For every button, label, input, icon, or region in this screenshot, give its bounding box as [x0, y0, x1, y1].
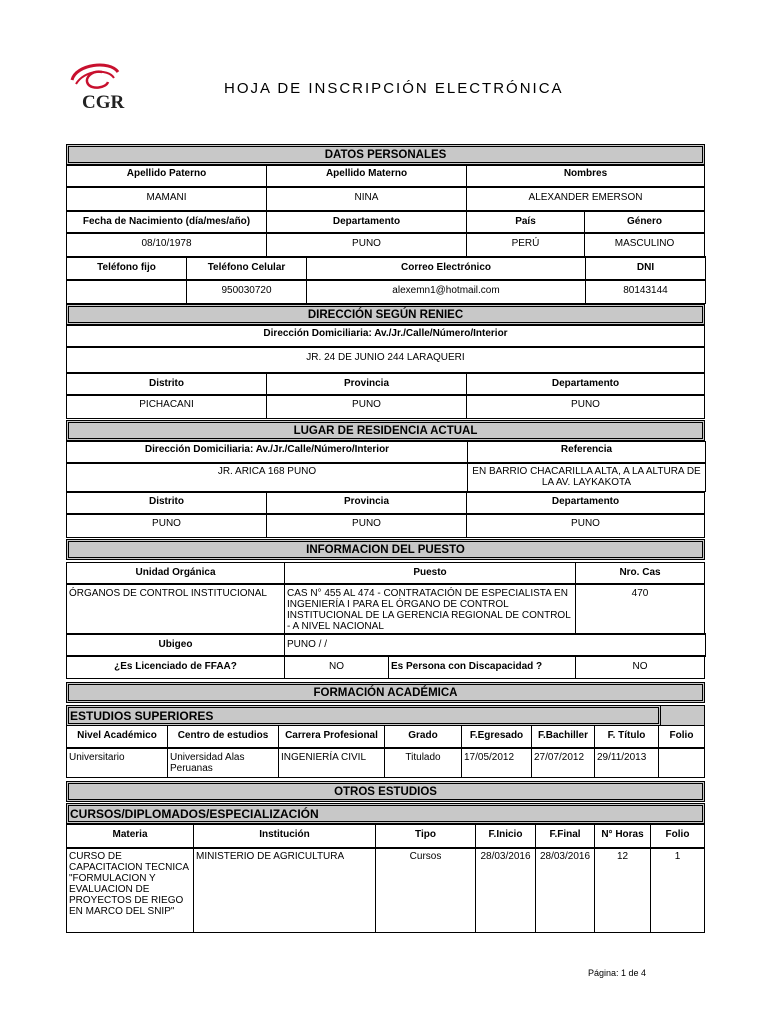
formacion-value-row [66, 747, 705, 777]
f-inicio-value: 28/03/2016 [475, 847, 536, 933]
telefono-celular-label: Teléfono Celular [186, 256, 307, 281]
departamento-value: PUNO [266, 232, 467, 258]
section-puesto-header: INFORMACION DEL PUESTO [66, 539, 705, 560]
section-residencia-header: LUGAR DE RESIDENCIA ACTUAL [66, 420, 705, 441]
departamento-label: Departamento [266, 210, 467, 234]
estudios-superiores-header: ESTUDIOS SUPERIORES [66, 705, 661, 726]
residencia-departamento-value: PUNO [466, 513, 705, 538]
reniec-departamento-value: PUNO [466, 394, 705, 419]
residencia-distrito-value: PUNO [66, 513, 267, 538]
correo-value: alexemn1@hotmail.com [306, 279, 586, 304]
f-final-label: F.Final [535, 824, 595, 849]
section-reniec-header: DIRECCIÓN SEGÚN RENIEC [66, 304, 705, 325]
apellido-materno-value: NINA [266, 186, 467, 212]
puesto-value: CAS N° 455 AL 474 - CONTRATACIÓN DE ESPECIALISTA EN INGENIERÍA I PARA EL ÓRGANO DE CONTROL INSTITUCIONAL DE LA GERENCIA REGIONAL DE CONTROL - A NIVEL NACIONAL [284, 583, 576, 635]
fecha-nacimiento-label: Fecha de Nacimiento (día/mes/año) [66, 210, 267, 234]
residencia-provincia-value: PUNO [266, 513, 467, 538]
centro-estudios-label: Centro de estudios [167, 725, 279, 749]
discapacidad-value: NO [575, 655, 705, 679]
header-filler [660, 705, 705, 726]
centro-estudios-value: Universidad Alas Peruanas [167, 747, 279, 778]
horas-label: N° Horas [594, 824, 651, 849]
dni-label: DNI [585, 256, 706, 281]
pais-value: PERÚ [466, 232, 585, 258]
section-personal-header: DATOS PERSONALES [66, 144, 705, 165]
page-number: Página: 1 de 4 [588, 968, 647, 978]
unidad-organica-label: Unidad Orgánica [66, 562, 285, 585]
nombres-value: ALEXANDER EMERSON [466, 186, 705, 212]
carrera-label: Carrera Profesional [278, 725, 385, 749]
materia-value: CURSO DE CAPACITACION TECNICA "FORMULACION Y EVALUACION DE PROYECTOS DE RIEGO EN MARCO DEL SNIP" [66, 847, 194, 933]
reniec-addr-label-row [66, 325, 705, 347]
ubigeo-value: PUNO / / [284, 633, 706, 657]
ubigeo-row [66, 633, 705, 656]
residencia-address-label: Dirección Domiciliaria: Av./Jr./Calle/Número/Interior [66, 441, 468, 464]
folio-label: Folio [658, 725, 705, 749]
puesto-label: Puesto [284, 562, 576, 585]
puesto-value-row [66, 583, 705, 634]
folio-value [658, 747, 705, 778]
estudios-superiores-header-end [660, 705, 705, 726]
residencia-row-2-header [66, 492, 705, 514]
residencia-provincia-label: Provincia [266, 492, 467, 515]
reniec-address-label: Dirección Domiciliaria: Av./Jr./Calle/Número/Interior [66, 325, 705, 348]
reniec-location-header [66, 373, 705, 395]
ffaa-label: ¿Es Licenciado de FFAA? [66, 655, 285, 679]
page-title: HOJA DE INSCRIPCIÓN ELECTRÓNICA [224, 80, 564, 97]
personal-row-3-header [66, 256, 705, 280]
f-egresado-value: 17/05/2012 [461, 747, 532, 778]
cursos-header: CURSOS/DIPLOMADOS/ESPECIALIZACIÓN [66, 803, 705, 824]
personal-row-1-header [66, 165, 705, 187]
reniec-addr-value-row [66, 346, 705, 372]
residencia-distrito-label: Distrito [66, 492, 267, 515]
fecha-nacimiento-value: 08/10/1978 [66, 232, 267, 258]
formacion-header-row [66, 725, 705, 748]
personal-row-2-header [66, 210, 705, 233]
materia-label: Materia [66, 824, 194, 849]
otros-header-row [66, 824, 705, 848]
f-final-value: 28/03/2016 [535, 847, 595, 933]
reniec-address-value: JR. 24 DE JUNIO 244 LARAQUERI [66, 346, 705, 373]
nivel-academico-label: Nivel Académico [66, 725, 168, 749]
section-formacion-header: FORMACIÓN ACADÉMICA [66, 682, 705, 703]
residencia-referencia-label: Referencia [467, 441, 706, 464]
f-titulo-label: F. Título [594, 725, 659, 749]
section-otros-header: OTROS ESTUDIOS [66, 781, 705, 802]
tipo-value: Cursos [375, 847, 476, 933]
f-inicio-label: F.Inicio [475, 824, 536, 849]
discapacidad-label: Es Persona con Discapacidad ? [388, 655, 576, 679]
f-titulo-value: 29/11/2013 [594, 747, 659, 778]
telefono-fijo-value [66, 279, 187, 304]
tipo-label: Tipo [375, 824, 476, 849]
unidad-organica-value: ÓRGANOS DE CONTROL INSTITUCIONAL [66, 583, 285, 635]
ffaa-value: NO [284, 655, 389, 679]
reniec-location-values [66, 394, 705, 418]
genero-value: MASCULINO [584, 232, 705, 258]
residencia-row-1-values [66, 462, 705, 491]
horas-value: 12 [594, 847, 651, 933]
ubigeo-label: Ubigeo [66, 633, 285, 657]
residencia-row-2-values [66, 513, 705, 537]
reniec-distrito-value: PICHACANI [66, 394, 267, 419]
grado-label: Grado [384, 725, 462, 749]
telefono-celular-value: 950030720 [186, 279, 307, 304]
grado-value: Titulado [384, 747, 462, 778]
apellido-paterno-value: MAMANI [66, 186, 267, 212]
f-bachiller-label: F.Bachiller [531, 725, 595, 749]
carrera-value: INGENIERÍA CIVIL [278, 747, 385, 778]
otros-folio-label: Folio [650, 824, 705, 849]
reniec-departamento-label: Departamento [466, 373, 705, 396]
reniec-distrito-label: Distrito [66, 373, 267, 396]
ffaa-row [66, 655, 705, 678]
cgr-logo [62, 58, 132, 118]
personal-row-2-values [66, 232, 705, 257]
otros-value-row [66, 847, 705, 932]
reniec-provincia-label: Provincia [266, 373, 467, 396]
institucion-value: MINISTERIO DE AGRICULTURA [193, 847, 376, 933]
correo-label: Correo Electrónico [306, 256, 586, 281]
residencia-row-1-header [66, 441, 705, 463]
apellido-paterno-label: Apellido Paterno [66, 165, 267, 188]
apellido-materno-label: Apellido Materno [266, 165, 467, 188]
f-bachiller-value: 27/07/2012 [531, 747, 595, 778]
pais-label: País [466, 210, 585, 234]
residencia-address-value: JR. ARICA 168 PUNO [66, 462, 468, 492]
puesto-header-row [66, 562, 705, 584]
nivel-academico-value: Universitario [66, 747, 168, 778]
reniec-provincia-value: PUNO [266, 394, 467, 419]
nro-cas-label: Nro. Cas [575, 562, 705, 585]
institucion-label: Institución [193, 824, 376, 849]
nro-cas-value: 470 [575, 583, 705, 635]
logo-text: CGR [82, 92, 125, 113]
otros-folio-value: 1 [650, 847, 705, 933]
residencia-departamento-label: Departamento [466, 492, 705, 515]
telefono-fijo-label: Teléfono fijo [66, 256, 187, 281]
nombres-label: Nombres [466, 165, 705, 188]
personal-row-1-values [66, 186, 705, 211]
genero-label: Género [584, 210, 705, 234]
personal-row-3-values [66, 279, 705, 303]
f-egresado-label: F.Egresado [461, 725, 532, 749]
residencia-referencia-value: EN BARRIO CHACARILLA ALTA, A LA ALTURA DE LA AV. LAYKAKOTA [467, 462, 706, 492]
dni-value: 80143144 [585, 279, 706, 304]
